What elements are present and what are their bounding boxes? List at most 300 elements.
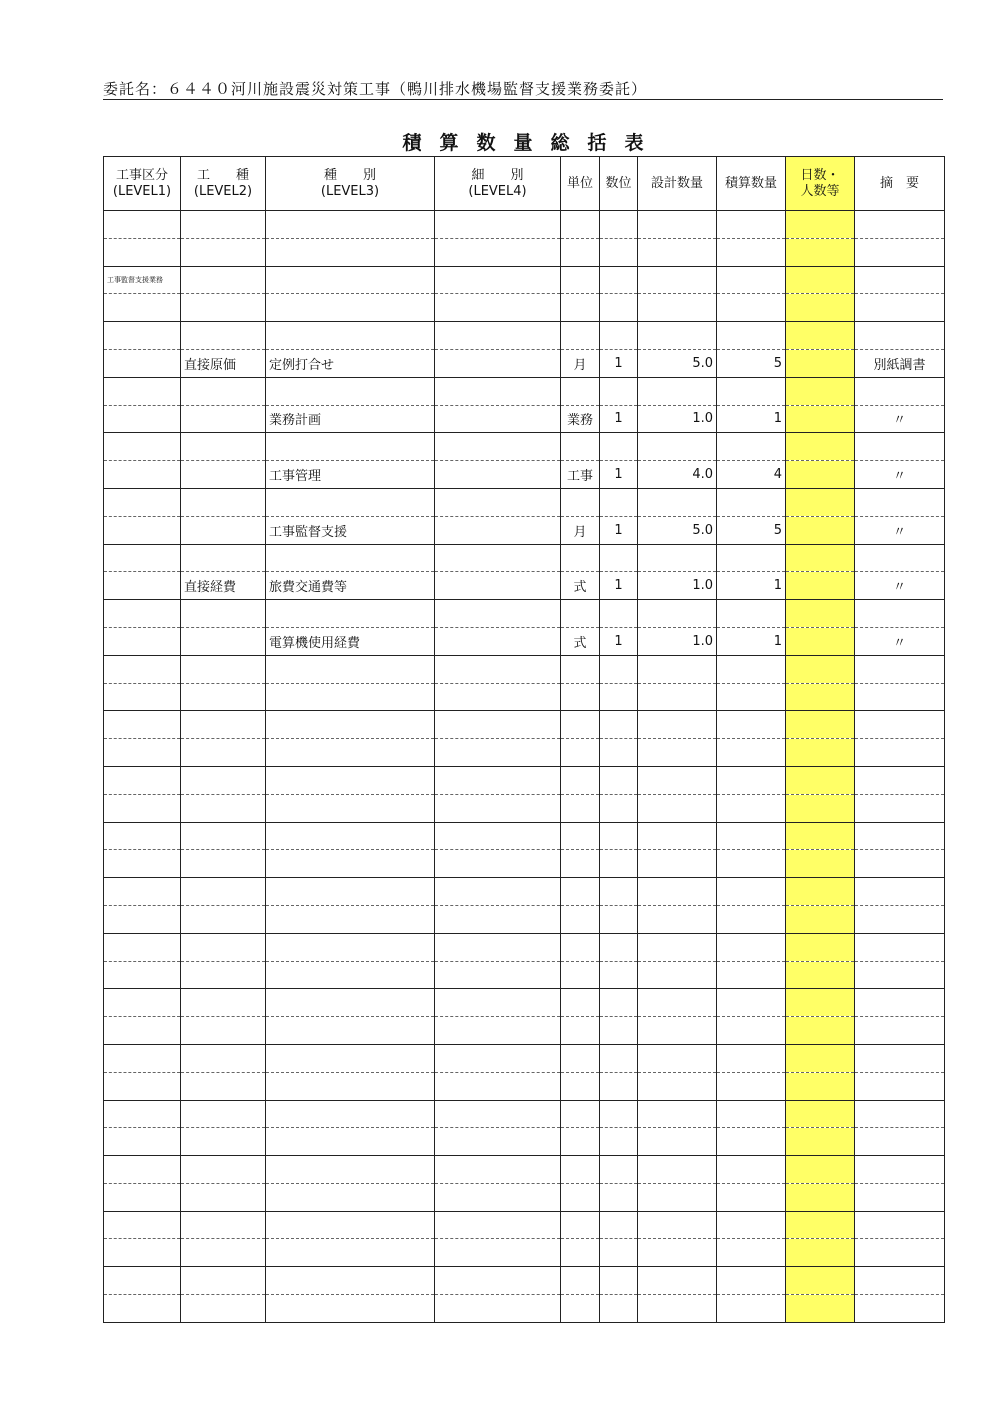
cell-estimate-qty bbox=[717, 961, 786, 989]
table-row bbox=[104, 600, 945, 628]
cell-remarks bbox=[855, 600, 945, 628]
cell-level2 bbox=[181, 1044, 266, 1072]
cell-remarks bbox=[855, 488, 945, 516]
cell-remarks bbox=[855, 1295, 945, 1323]
cell-digits bbox=[600, 266, 638, 294]
cell-level1 bbox=[104, 1183, 181, 1211]
table-row bbox=[104, 405, 945, 433]
table-row bbox=[104, 1156, 945, 1184]
table-row bbox=[104, 294, 945, 322]
cell-digits bbox=[600, 488, 638, 516]
cell-level4 bbox=[435, 1072, 561, 1100]
cell-design-qty bbox=[638, 878, 717, 906]
cell-estimate-qty bbox=[717, 322, 786, 350]
cell-days-people bbox=[786, 1239, 855, 1267]
cell-remarks bbox=[855, 850, 945, 878]
cell-estimate-qty bbox=[717, 1267, 786, 1295]
table-row bbox=[104, 433, 945, 461]
cell-estimate-qty bbox=[717, 850, 786, 878]
cell-digits bbox=[600, 711, 638, 739]
cell-level2 bbox=[181, 905, 266, 933]
cell-level4 bbox=[435, 878, 561, 906]
cell-days-people bbox=[786, 266, 855, 294]
cell-remarks bbox=[855, 933, 945, 961]
cell-unit bbox=[561, 1183, 600, 1211]
cell-days-people bbox=[786, 1183, 855, 1211]
cell-design-qty bbox=[638, 1211, 717, 1239]
col-header-level3: 種 別 (LEVEL3) bbox=[266, 157, 435, 211]
cell-days-people bbox=[786, 711, 855, 739]
cell-level1 bbox=[104, 1239, 181, 1267]
col-header-design-qty: 設計数量 bbox=[638, 157, 717, 211]
cell-design-qty bbox=[638, 1072, 717, 1100]
cell-estimate-qty bbox=[717, 905, 786, 933]
cell-digits: 1 bbox=[600, 349, 638, 377]
table-row bbox=[104, 627, 945, 655]
table-row bbox=[104, 461, 945, 489]
cell-level4 bbox=[435, 1017, 561, 1045]
cell-unit bbox=[561, 433, 600, 461]
cell-level4 bbox=[435, 961, 561, 989]
cell-remarks bbox=[855, 1267, 945, 1295]
cell-estimate-qty bbox=[717, 711, 786, 739]
page-title bbox=[103, 128, 943, 155]
table-row bbox=[104, 1183, 945, 1211]
cell-days-people bbox=[786, 1211, 855, 1239]
cell-days-people bbox=[786, 961, 855, 989]
cell-remarks bbox=[855, 766, 945, 794]
table-row bbox=[104, 1072, 945, 1100]
cell-level1 bbox=[104, 405, 181, 433]
cell-level1 bbox=[104, 238, 181, 266]
cell-digits bbox=[600, 1183, 638, 1211]
cell-level3 bbox=[266, 1072, 435, 1100]
cell-unit: 式 bbox=[561, 572, 600, 600]
cell-level1 bbox=[104, 1017, 181, 1045]
cell-level4 bbox=[435, 1100, 561, 1128]
cell-digits bbox=[600, 850, 638, 878]
cell-digits bbox=[600, 905, 638, 933]
cell-unit bbox=[561, 878, 600, 906]
cell-level3 bbox=[266, 989, 435, 1017]
cell-level4 bbox=[435, 766, 561, 794]
cell-remarks: 〃 bbox=[855, 461, 945, 489]
cell-remarks bbox=[855, 1128, 945, 1156]
table-row bbox=[104, 238, 945, 266]
cell-level4 bbox=[435, 822, 561, 850]
cell-digits bbox=[600, 433, 638, 461]
cell-remarks bbox=[855, 711, 945, 739]
cell-level4 bbox=[435, 794, 561, 822]
cell-unit bbox=[561, 711, 600, 739]
cell-digits bbox=[600, 211, 638, 239]
cell-design-qty: 5.0 bbox=[638, 516, 717, 544]
cell-unit: 月 bbox=[561, 349, 600, 377]
cell-level1 bbox=[104, 461, 181, 489]
cell-unit bbox=[561, 822, 600, 850]
table-row bbox=[104, 961, 945, 989]
cell-level1 bbox=[104, 655, 181, 683]
cell-days-people bbox=[786, 488, 855, 516]
cell-level4 bbox=[435, 211, 561, 239]
cell-level3 bbox=[266, 655, 435, 683]
table-row bbox=[104, 488, 945, 516]
cell-level3 bbox=[266, 739, 435, 767]
cell-level4 bbox=[435, 433, 561, 461]
cell-level4 bbox=[435, 516, 561, 544]
cell-unit bbox=[561, 655, 600, 683]
cell-level4 bbox=[435, 266, 561, 294]
cell-unit bbox=[561, 600, 600, 628]
cell-days-people bbox=[786, 572, 855, 600]
cell-level2 bbox=[181, 211, 266, 239]
table-row bbox=[104, 516, 945, 544]
cell-level3 bbox=[266, 1156, 435, 1184]
cell-days-people bbox=[786, 850, 855, 878]
cell-estimate-qty bbox=[717, 433, 786, 461]
cell-days-people bbox=[786, 878, 855, 906]
cell-level3 bbox=[266, 238, 435, 266]
cell-estimate-qty: 5 bbox=[717, 516, 786, 544]
cell-remarks bbox=[855, 1211, 945, 1239]
table-row bbox=[104, 1017, 945, 1045]
cell-level3 bbox=[266, 377, 435, 405]
cell-remarks: 〃 bbox=[855, 405, 945, 433]
title-char: 算 bbox=[439, 132, 459, 154]
table-row bbox=[104, 989, 945, 1017]
cell-level4 bbox=[435, 1295, 561, 1323]
table-row bbox=[104, 349, 945, 377]
cell-unit bbox=[561, 1044, 600, 1072]
cell-level2 bbox=[181, 238, 266, 266]
cell-level2 bbox=[181, 794, 266, 822]
cell-unit bbox=[561, 961, 600, 989]
cell-days-people bbox=[786, 794, 855, 822]
cell-design-qty bbox=[638, 211, 717, 239]
cell-days-people bbox=[786, 516, 855, 544]
cell-level3 bbox=[266, 878, 435, 906]
cell-level2 bbox=[181, 461, 266, 489]
cell-design-qty bbox=[638, 766, 717, 794]
cell-days-people bbox=[786, 822, 855, 850]
cell-digits bbox=[600, 655, 638, 683]
cell-level1 bbox=[104, 572, 181, 600]
cell-level4 bbox=[435, 294, 561, 322]
cell-estimate-qty bbox=[717, 1211, 786, 1239]
cell-days-people bbox=[786, 989, 855, 1017]
cell-level2 bbox=[181, 294, 266, 322]
cell-design-qty bbox=[638, 739, 717, 767]
cell-remarks: 〃 bbox=[855, 572, 945, 600]
cell-level4 bbox=[435, 488, 561, 516]
cell-remarks bbox=[855, 655, 945, 683]
cell-days-people bbox=[786, 766, 855, 794]
cell-design-qty bbox=[638, 933, 717, 961]
cell-unit bbox=[561, 1295, 600, 1323]
cell-design-qty bbox=[638, 1044, 717, 1072]
cell-digits bbox=[600, 683, 638, 711]
cell-days-people bbox=[786, 544, 855, 572]
cell-digits bbox=[600, 544, 638, 572]
cell-design-qty bbox=[638, 266, 717, 294]
cell-remarks bbox=[855, 989, 945, 1017]
cell-days-people bbox=[786, 905, 855, 933]
cell-level1 bbox=[104, 989, 181, 1017]
title-char: 数 bbox=[476, 132, 496, 154]
table-row bbox=[104, 739, 945, 767]
table-row bbox=[104, 1267, 945, 1295]
cell-estimate-qty bbox=[717, 1128, 786, 1156]
table-row bbox=[104, 766, 945, 794]
cell-unit bbox=[561, 794, 600, 822]
table-row bbox=[104, 655, 945, 683]
cell-level2 bbox=[181, 544, 266, 572]
cell-level3 bbox=[266, 1239, 435, 1267]
cell-digits bbox=[600, 294, 638, 322]
cell-level4 bbox=[435, 655, 561, 683]
cell-days-people bbox=[786, 1017, 855, 1045]
cell-level4 bbox=[435, 600, 561, 628]
cell-level2 bbox=[181, 989, 266, 1017]
cell-unit bbox=[561, 766, 600, 794]
cell-unit bbox=[561, 238, 600, 266]
cell-unit bbox=[561, 989, 600, 1017]
cell-level3 bbox=[266, 1128, 435, 1156]
cell-digits bbox=[600, 1044, 638, 1072]
cell-level4 bbox=[435, 1044, 561, 1072]
cell-remarks bbox=[855, 1017, 945, 1045]
cell-estimate-qty bbox=[717, 655, 786, 683]
cell-level1: 工事監督支援業務 bbox=[104, 266, 181, 294]
table-row bbox=[104, 266, 945, 294]
cell-unit bbox=[561, 1156, 600, 1184]
cell-level3: 工事管理 bbox=[266, 461, 435, 489]
cell-level3 bbox=[266, 294, 435, 322]
cell-remarks bbox=[855, 1044, 945, 1072]
cell-level1 bbox=[104, 516, 181, 544]
cell-level3 bbox=[266, 933, 435, 961]
cell-digits bbox=[600, 961, 638, 989]
cell-level2 bbox=[181, 1239, 266, 1267]
cell-level2 bbox=[181, 433, 266, 461]
cell-days-people bbox=[786, 349, 855, 377]
cell-unit bbox=[561, 322, 600, 350]
cell-level2 bbox=[181, 322, 266, 350]
cell-level1 bbox=[104, 739, 181, 767]
cell-level1 bbox=[104, 711, 181, 739]
cell-estimate-qty bbox=[717, 683, 786, 711]
cell-design-qty bbox=[638, 655, 717, 683]
cell-unit: 業務 bbox=[561, 405, 600, 433]
table-row bbox=[104, 377, 945, 405]
cell-level3 bbox=[266, 544, 435, 572]
cell-level3 bbox=[266, 711, 435, 739]
cell-estimate-qty bbox=[717, 266, 786, 294]
cell-remarks bbox=[855, 878, 945, 906]
cell-digits bbox=[600, 1295, 638, 1323]
cell-level3 bbox=[266, 1183, 435, 1211]
cell-level1 bbox=[104, 1156, 181, 1184]
cell-estimate-qty bbox=[717, 544, 786, 572]
cell-level3: 工事監督支援 bbox=[266, 516, 435, 544]
cell-level1 bbox=[104, 1044, 181, 1072]
cell-level4 bbox=[435, 1267, 561, 1295]
cell-design-qty bbox=[638, 961, 717, 989]
cell-level1 bbox=[104, 794, 181, 822]
cell-design-qty bbox=[638, 322, 717, 350]
cell-digits bbox=[600, 600, 638, 628]
cell-level3 bbox=[266, 905, 435, 933]
cell-level4 bbox=[435, 1211, 561, 1239]
table-row bbox=[104, 211, 945, 239]
cell-level2: 直接経費 bbox=[181, 572, 266, 600]
cell-level4 bbox=[435, 405, 561, 433]
cell-estimate-qty bbox=[717, 822, 786, 850]
cell-level3 bbox=[266, 1017, 435, 1045]
table-row bbox=[104, 1100, 945, 1128]
cell-level4 bbox=[435, 1239, 561, 1267]
cell-level2 bbox=[181, 627, 266, 655]
cell-design-qty bbox=[638, 1267, 717, 1295]
cell-level4 bbox=[435, 572, 561, 600]
cell-remarks bbox=[855, 433, 945, 461]
cell-design-qty bbox=[638, 794, 717, 822]
cell-level2 bbox=[181, 1183, 266, 1211]
cell-level3: 定例打合せ bbox=[266, 349, 435, 377]
cell-level2 bbox=[181, 739, 266, 767]
cell-level1 bbox=[104, 683, 181, 711]
cell-unit bbox=[561, 1267, 600, 1295]
cell-estimate-qty bbox=[717, 739, 786, 767]
table-row bbox=[104, 1239, 945, 1267]
cell-remarks bbox=[855, 294, 945, 322]
cell-level4 bbox=[435, 850, 561, 878]
cell-digits bbox=[600, 377, 638, 405]
cell-level2 bbox=[181, 516, 266, 544]
cell-unit: 月 bbox=[561, 516, 600, 544]
cell-days-people bbox=[786, 211, 855, 239]
cell-estimate-qty: 5 bbox=[717, 349, 786, 377]
cell-digits: 1 bbox=[600, 516, 638, 544]
col-header-remarks: 摘 要 bbox=[855, 157, 945, 211]
cell-digits bbox=[600, 1239, 638, 1267]
cell-days-people bbox=[786, 294, 855, 322]
cell-level2 bbox=[181, 377, 266, 405]
cell-remarks bbox=[855, 905, 945, 933]
cell-level4 bbox=[435, 739, 561, 767]
cell-level2 bbox=[181, 1072, 266, 1100]
cell-unit bbox=[561, 377, 600, 405]
cell-design-qty bbox=[638, 1017, 717, 1045]
cell-remarks bbox=[855, 683, 945, 711]
cell-digits bbox=[600, 878, 638, 906]
col-header-level1: 工事区分 (LEVEL1) bbox=[104, 157, 181, 211]
cell-level3: 旅費交通費等 bbox=[266, 572, 435, 600]
cell-level2 bbox=[181, 766, 266, 794]
cell-design-qty bbox=[638, 711, 717, 739]
cell-unit bbox=[561, 850, 600, 878]
commission-name: 委託名：６４４０河川施設震災対策工事（鴨川排水機場監督支援業務委託） bbox=[103, 80, 648, 98]
cell-remarks bbox=[855, 1239, 945, 1267]
cell-level1 bbox=[104, 349, 181, 377]
cell-level4 bbox=[435, 933, 561, 961]
cell-unit: 式 bbox=[561, 627, 600, 655]
cell-level1 bbox=[104, 850, 181, 878]
header-divider bbox=[103, 99, 943, 100]
cell-unit bbox=[561, 1128, 600, 1156]
table-row bbox=[104, 850, 945, 878]
cell-unit bbox=[561, 739, 600, 767]
cell-level3 bbox=[266, 1100, 435, 1128]
table-row bbox=[104, 711, 945, 739]
cell-days-people bbox=[786, 655, 855, 683]
cell-level4 bbox=[435, 627, 561, 655]
cell-estimate-qty bbox=[717, 1183, 786, 1211]
cell-estimate-qty bbox=[717, 1100, 786, 1128]
cell-level1 bbox=[104, 544, 181, 572]
cell-level3 bbox=[266, 1295, 435, 1323]
cell-design-qty bbox=[638, 377, 717, 405]
cell-estimate-qty: 1 bbox=[717, 572, 786, 600]
cell-design-qty bbox=[638, 989, 717, 1017]
cell-estimate-qty: 1 bbox=[717, 405, 786, 433]
cell-remarks bbox=[855, 544, 945, 572]
cell-level1 bbox=[104, 627, 181, 655]
cell-level3: 業務計画 bbox=[266, 405, 435, 433]
table-row bbox=[104, 905, 945, 933]
col-header-estimate-qty: 積算数量 bbox=[717, 157, 786, 211]
cell-estimate-qty bbox=[717, 294, 786, 322]
cell-days-people bbox=[786, 1128, 855, 1156]
table-row bbox=[104, 878, 945, 906]
cell-level2 bbox=[181, 1100, 266, 1128]
cell-unit bbox=[561, 905, 600, 933]
title-char: 表 bbox=[624, 132, 644, 154]
cell-level1 bbox=[104, 377, 181, 405]
cell-level4 bbox=[435, 1183, 561, 1211]
cell-design-qty bbox=[638, 683, 717, 711]
table-row bbox=[104, 794, 945, 822]
cell-remarks bbox=[855, 794, 945, 822]
cell-level3 bbox=[266, 850, 435, 878]
cell-days-people bbox=[786, 461, 855, 489]
cell-remarks bbox=[855, 1183, 945, 1211]
cell-level4 bbox=[435, 905, 561, 933]
cell-digits: 1 bbox=[600, 405, 638, 433]
cell-level4 bbox=[435, 989, 561, 1017]
cell-digits bbox=[600, 1072, 638, 1100]
cell-unit bbox=[561, 294, 600, 322]
cell-level3 bbox=[266, 433, 435, 461]
cell-level2: 直接原価 bbox=[181, 349, 266, 377]
cell-design-qty: 4.0 bbox=[638, 461, 717, 489]
cell-design-qty bbox=[638, 850, 717, 878]
cell-design-qty: 1.0 bbox=[638, 572, 717, 600]
cell-design-qty bbox=[638, 488, 717, 516]
col-header-days-people: 日数・ 人数等 bbox=[786, 157, 855, 211]
summary-table bbox=[103, 156, 945, 1323]
cell-level2 bbox=[181, 266, 266, 294]
table-row bbox=[104, 933, 945, 961]
cell-design-qty bbox=[638, 1156, 717, 1184]
table-row bbox=[104, 544, 945, 572]
cell-level4 bbox=[435, 711, 561, 739]
cell-estimate-qty bbox=[717, 488, 786, 516]
title-char: 積 bbox=[402, 132, 422, 154]
cell-digits bbox=[600, 1100, 638, 1128]
table-row bbox=[104, 1211, 945, 1239]
cell-level1 bbox=[104, 822, 181, 850]
